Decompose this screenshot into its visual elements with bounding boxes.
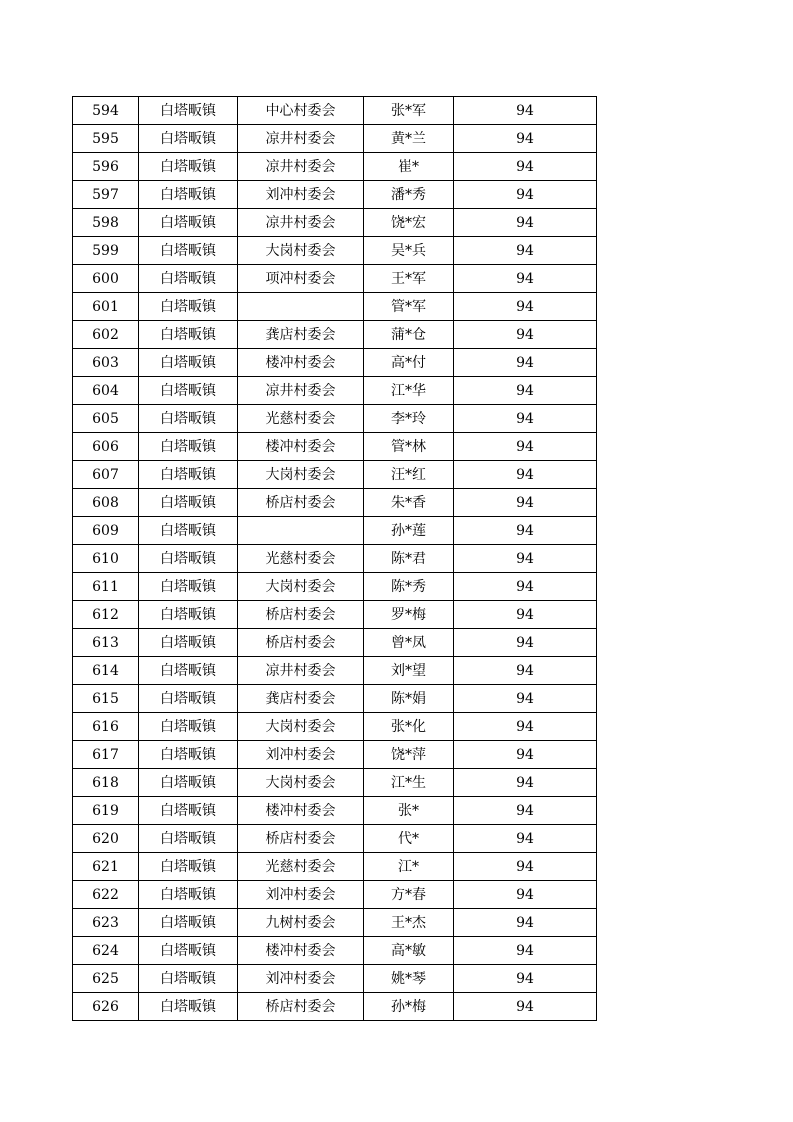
score-cell: 94 — [454, 741, 597, 769]
person-name-cell: 潘*秀 — [364, 181, 454, 209]
row-number-cell: 624 — [73, 937, 139, 965]
score-cell: 94 — [454, 601, 597, 629]
table-row — [73, 881, 597, 909]
village-committee-cell: 光慈村委会 — [238, 853, 364, 881]
row-number-cell: 617 — [73, 741, 139, 769]
table-row — [73, 797, 597, 825]
table-row — [73, 573, 597, 601]
town-cell: 白塔畈镇 — [139, 573, 238, 601]
town-cell: 白塔畈镇 — [139, 153, 238, 181]
table-row — [73, 629, 597, 657]
score-cell: 94 — [454, 433, 597, 461]
village-committee-cell: 大岗村委会 — [238, 713, 364, 741]
town-cell: 白塔畈镇 — [139, 517, 238, 545]
table-row — [73, 965, 597, 993]
score-cell: 94 — [454, 321, 597, 349]
village-committee-cell: 中心村委会 — [238, 97, 364, 125]
table-row — [73, 601, 597, 629]
village-committee-cell: 刘冲村委会 — [238, 881, 364, 909]
village-committee-cell: 项冲村委会 — [238, 265, 364, 293]
person-name-cell: 崔* — [364, 153, 454, 181]
table-row — [73, 237, 597, 265]
person-name-cell: 陈*秀 — [364, 573, 454, 601]
village-committee-cell: 刘冲村委会 — [238, 965, 364, 993]
score-cell: 94 — [454, 713, 597, 741]
row-number-cell: 600 — [73, 265, 139, 293]
row-number-cell: 621 — [73, 853, 139, 881]
row-number-cell: 601 — [73, 293, 139, 321]
score-cell: 94 — [454, 909, 597, 937]
row-number-cell: 611 — [73, 573, 139, 601]
score-cell: 94 — [454, 517, 597, 545]
village-committee-cell: 光慈村委会 — [238, 545, 364, 573]
score-cell: 94 — [454, 825, 597, 853]
score-cell: 94 — [454, 153, 597, 181]
row-number-cell: 612 — [73, 601, 139, 629]
town-cell: 白塔畈镇 — [139, 237, 238, 265]
village-committee-cell: 大岗村委会 — [238, 461, 364, 489]
person-name-cell: 陈*君 — [364, 545, 454, 573]
table-row — [73, 909, 597, 937]
table-row — [73, 769, 597, 797]
village-committee-cell: 凉井村委会 — [238, 377, 364, 405]
score-cell: 94 — [454, 377, 597, 405]
town-cell: 白塔畈镇 — [139, 881, 238, 909]
table-row — [73, 377, 597, 405]
town-cell: 白塔畈镇 — [139, 797, 238, 825]
town-cell: 白塔畈镇 — [139, 825, 238, 853]
town-cell: 白塔畈镇 — [139, 265, 238, 293]
person-name-cell: 江*华 — [364, 377, 454, 405]
person-name-cell: 代* — [364, 825, 454, 853]
roster-table-body — [73, 97, 597, 1021]
person-name-cell: 汪*红 — [364, 461, 454, 489]
score-cell: 94 — [454, 265, 597, 293]
table-row — [73, 657, 597, 685]
score-cell: 94 — [454, 545, 597, 573]
person-name-cell: 孙*莲 — [364, 517, 454, 545]
table-row — [73, 993, 597, 1021]
table-row — [73, 685, 597, 713]
row-number-cell: 606 — [73, 433, 139, 461]
row-number-cell: 598 — [73, 209, 139, 237]
table-row — [73, 545, 597, 573]
score-cell: 94 — [454, 489, 597, 517]
score-cell: 94 — [454, 853, 597, 881]
village-committee-cell: 桥店村委会 — [238, 993, 364, 1021]
town-cell: 白塔畈镇 — [139, 965, 238, 993]
row-number-cell: 594 — [73, 97, 139, 125]
score-cell: 94 — [454, 349, 597, 377]
village-committee-cell: 刘冲村委会 — [238, 181, 364, 209]
town-cell: 白塔畈镇 — [139, 657, 238, 685]
row-number-cell: 599 — [73, 237, 139, 265]
village-committee-cell: 桥店村委会 — [238, 825, 364, 853]
person-name-cell: 王*军 — [364, 265, 454, 293]
person-name-cell: 孙*梅 — [364, 993, 454, 1021]
row-number-cell: 595 — [73, 125, 139, 153]
village-committee-cell: 楼冲村委会 — [238, 433, 364, 461]
town-cell: 白塔畈镇 — [139, 741, 238, 769]
town-cell: 白塔畈镇 — [139, 377, 238, 405]
row-number-cell: 608 — [73, 489, 139, 517]
village-committee-cell: 凉井村委会 — [238, 125, 364, 153]
table-row — [73, 153, 597, 181]
table-row — [73, 321, 597, 349]
person-name-cell: 高*付 — [364, 349, 454, 377]
town-cell: 白塔畈镇 — [139, 545, 238, 573]
village-committee-cell: 桥店村委会 — [238, 629, 364, 657]
town-cell: 白塔畈镇 — [139, 97, 238, 125]
person-name-cell: 王*杰 — [364, 909, 454, 937]
table-row — [73, 293, 597, 321]
score-cell: 94 — [454, 937, 597, 965]
village-committee-cell: 凉井村委会 — [238, 657, 364, 685]
person-name-cell: 管*军 — [364, 293, 454, 321]
town-cell: 白塔畈镇 — [139, 601, 238, 629]
town-cell: 白塔畈镇 — [139, 125, 238, 153]
table-row — [73, 97, 597, 125]
score-cell: 94 — [454, 797, 597, 825]
person-name-cell: 罗*梅 — [364, 601, 454, 629]
table-row — [73, 209, 597, 237]
row-number-cell: 607 — [73, 461, 139, 489]
score-cell: 94 — [454, 993, 597, 1021]
village-committee-cell: 大岗村委会 — [238, 769, 364, 797]
table-row — [73, 853, 597, 881]
score-cell: 94 — [454, 125, 597, 153]
score-cell: 94 — [454, 573, 597, 601]
row-number-cell: 623 — [73, 909, 139, 937]
town-cell: 白塔畈镇 — [139, 993, 238, 1021]
village-committee-cell: 大岗村委会 — [238, 573, 364, 601]
score-cell: 94 — [454, 881, 597, 909]
row-number-cell: 618 — [73, 769, 139, 797]
person-name-cell: 李*玲 — [364, 405, 454, 433]
table-row — [73, 825, 597, 853]
table-row — [73, 405, 597, 433]
village-committee-cell: 楼冲村委会 — [238, 797, 364, 825]
town-cell: 白塔畈镇 — [139, 181, 238, 209]
town-cell: 白塔畈镇 — [139, 349, 238, 377]
town-cell: 白塔畈镇 — [139, 489, 238, 517]
table-row — [73, 433, 597, 461]
row-number-cell: 603 — [73, 349, 139, 377]
town-cell: 白塔畈镇 — [139, 209, 238, 237]
row-number-cell: 613 — [73, 629, 139, 657]
score-cell: 94 — [454, 237, 597, 265]
score-cell: 94 — [454, 181, 597, 209]
score-cell: 94 — [454, 97, 597, 125]
town-cell: 白塔畈镇 — [139, 405, 238, 433]
score-cell: 94 — [454, 209, 597, 237]
row-number-cell: 622 — [73, 881, 139, 909]
village-committee-cell: 桥店村委会 — [238, 601, 364, 629]
person-name-cell: 曾*凤 — [364, 629, 454, 657]
table-row — [73, 517, 597, 545]
table-row — [73, 181, 597, 209]
town-cell: 白塔畈镇 — [139, 909, 238, 937]
row-number-cell: 597 — [73, 181, 139, 209]
row-number-cell: 605 — [73, 405, 139, 433]
person-name-cell: 饶*宏 — [364, 209, 454, 237]
row-number-cell: 602 — [73, 321, 139, 349]
row-number-cell: 614 — [73, 657, 139, 685]
table-row — [73, 713, 597, 741]
row-number-cell: 610 — [73, 545, 139, 573]
town-cell: 白塔畈镇 — [139, 853, 238, 881]
person-name-cell: 蒲*仓 — [364, 321, 454, 349]
town-cell: 白塔畈镇 — [139, 769, 238, 797]
person-name-cell: 方*春 — [364, 881, 454, 909]
person-name-cell: 张*军 — [364, 97, 454, 125]
person-name-cell: 江*生 — [364, 769, 454, 797]
row-number-cell: 616 — [73, 713, 139, 741]
village-committee-cell: 楼冲村委会 — [238, 937, 364, 965]
score-cell: 94 — [454, 965, 597, 993]
village-committee-cell: 龚店村委会 — [238, 321, 364, 349]
row-number-cell: 625 — [73, 965, 139, 993]
person-name-cell: 张*化 — [364, 713, 454, 741]
person-name-cell: 高*敏 — [364, 937, 454, 965]
person-name-cell: 朱*香 — [364, 489, 454, 517]
table-row — [73, 265, 597, 293]
table-row — [73, 489, 597, 517]
village-committee-cell: 九树村委会 — [238, 909, 364, 937]
score-cell: 94 — [454, 685, 597, 713]
score-cell: 94 — [454, 405, 597, 433]
town-cell: 白塔畈镇 — [139, 293, 238, 321]
row-number-cell: 609 — [73, 517, 139, 545]
table-row — [73, 461, 597, 489]
village-committee-cell: 光慈村委会 — [238, 405, 364, 433]
village-committee-cell: 楼冲村委会 — [238, 349, 364, 377]
score-cell: 94 — [454, 293, 597, 321]
table-row — [73, 937, 597, 965]
village-committee-cell — [238, 293, 364, 321]
table-row — [73, 741, 597, 769]
town-cell: 白塔畈镇 — [139, 629, 238, 657]
score-cell: 94 — [454, 461, 597, 489]
village-committee-cell: 大岗村委会 — [238, 237, 364, 265]
table-row — [73, 349, 597, 377]
person-name-cell: 黄*兰 — [364, 125, 454, 153]
score-cell: 94 — [454, 769, 597, 797]
town-cell: 白塔畈镇 — [139, 713, 238, 741]
row-number-cell: 620 — [73, 825, 139, 853]
score-cell: 94 — [454, 657, 597, 685]
village-committee-cell: 桥店村委会 — [238, 489, 364, 517]
person-name-cell: 姚*琴 — [364, 965, 454, 993]
person-name-cell: 刘*望 — [364, 657, 454, 685]
town-cell: 白塔畈镇 — [139, 433, 238, 461]
row-number-cell: 615 — [73, 685, 139, 713]
town-cell: 白塔畈镇 — [139, 685, 238, 713]
roster-table — [72, 96, 597, 1021]
row-number-cell: 619 — [73, 797, 139, 825]
person-name-cell: 张* — [364, 797, 454, 825]
person-name-cell: 饶*萍 — [364, 741, 454, 769]
person-name-cell: 吴*兵 — [364, 237, 454, 265]
town-cell: 白塔畈镇 — [139, 937, 238, 965]
row-number-cell: 604 — [73, 377, 139, 405]
person-name-cell: 管*林 — [364, 433, 454, 461]
village-committee-cell — [238, 517, 364, 545]
village-committee-cell: 刘冲村委会 — [238, 741, 364, 769]
town-cell: 白塔畈镇 — [139, 321, 238, 349]
village-committee-cell: 龚店村委会 — [238, 685, 364, 713]
town-cell: 白塔畈镇 — [139, 461, 238, 489]
village-committee-cell: 凉井村委会 — [238, 209, 364, 237]
village-committee-cell: 凉井村委会 — [238, 153, 364, 181]
person-name-cell: 江* — [364, 853, 454, 881]
row-number-cell: 626 — [73, 993, 139, 1021]
table-row — [73, 125, 597, 153]
row-number-cell: 596 — [73, 153, 139, 181]
score-cell: 94 — [454, 629, 597, 657]
person-name-cell: 陈*娟 — [364, 685, 454, 713]
